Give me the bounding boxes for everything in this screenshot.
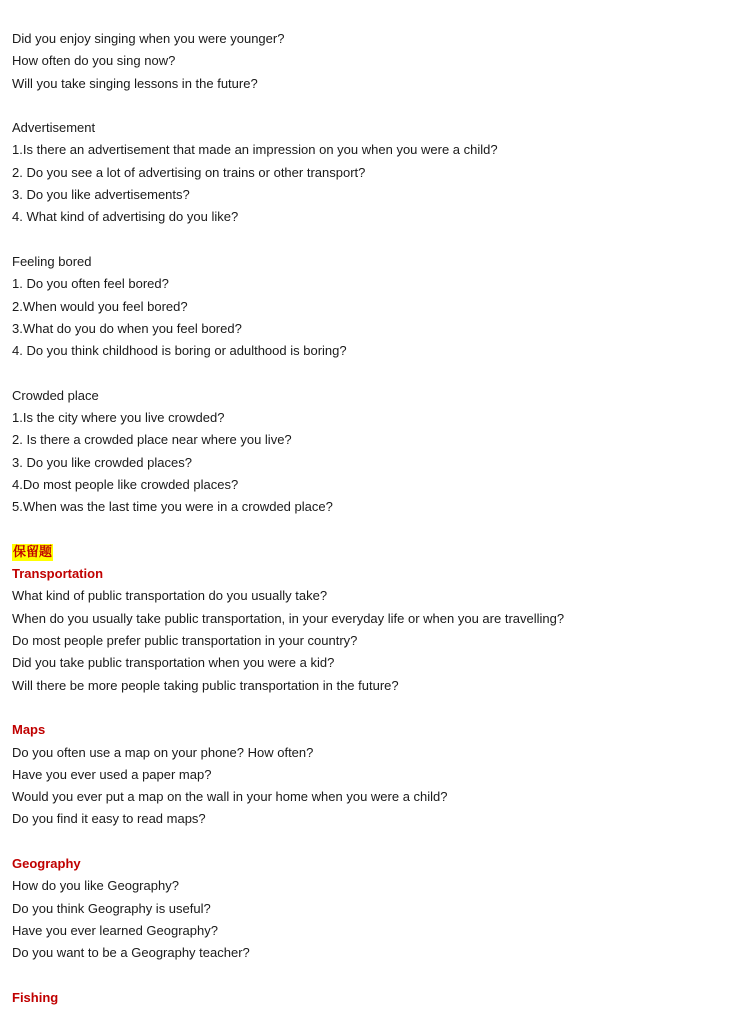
spacer [12, 362, 731, 384]
section-title-transportation: Transportation [12, 566, 104, 582]
geography-section [12, 853, 731, 964]
question-line: 3. Do you like advertisements? [12, 187, 190, 203]
question-line: Do you find it easy to read maps? [12, 811, 206, 827]
question-line: Do most people prefer public transportation in your country? [12, 633, 358, 649]
spacer [12, 831, 731, 853]
spacer [12, 964, 731, 986]
crowded-place-section [12, 385, 731, 519]
question-line: 2.When would you feel bored? [12, 298, 188, 314]
question-line: 2. Do you see a lot of advertising on trains or other transport? [12, 164, 366, 180]
question-line: Do you often use a map on your phone? How often? [12, 744, 314, 760]
question-line: Will you take singing lessons in the future? [12, 75, 258, 91]
question-line: 4. Do you think childhood is boring or adulthood is boring? [12, 343, 347, 359]
question-line: 3. Do you like crowded places? [12, 454, 192, 470]
question-line: 1. Do you often feel bored? [12, 276, 169, 292]
question-line: Have you ever learned Geography? [12, 922, 218, 938]
question-line: How often do you sing now? [12, 53, 176, 69]
spacer [12, 519, 731, 541]
maps-section [12, 719, 731, 830]
section-title-advertisement: Advertisement [12, 120, 96, 136]
question-line: Did you enjoy singing when you were younger? [12, 31, 285, 46]
question-line: How do you like Geography? [12, 878, 179, 894]
question-line: Do you think Geography is useful? [12, 900, 211, 916]
spacer [12, 95, 731, 117]
question-line: 1.Is the city where you live crowded? [12, 410, 225, 426]
reserved-tag: 保留题 [13, 544, 53, 560]
spacer [12, 697, 731, 719]
question-line: 5.When was the last time you were in a crowded place? [12, 499, 333, 515]
question-line: 2. Is there a crowded place near where you live? [12, 432, 292, 448]
question-line: Did you take public transportation when you were a kid? [12, 655, 335, 671]
section-title-crowded-place: Crowded place [12, 387, 99, 403]
question-line: Do you want to be a Geography teacher? [12, 945, 250, 961]
section-title-fishing: Fishing [12, 989, 59, 1005]
question-line: 4. What kind of advertising do you like? [12, 209, 239, 225]
question-line: 4.Do most people like crowded places? [12, 476, 239, 492]
reserved-tag-row [12, 541, 731, 563]
question-line: Have you ever used a paper map? [12, 766, 212, 782]
question-line: 1.Is there an advertisement that made an impression on you when you were a child? [12, 142, 498, 158]
question-line: Will there be more people taking public transportation in the future? [12, 677, 399, 693]
advertisement-section [12, 117, 731, 228]
singing-section [12, 28, 731, 95]
question-line: What kind of public transportation do you usually take? [12, 588, 328, 604]
feeling-bored-section [12, 251, 731, 362]
question-line: Would you ever put a map on the wall in your home when you were a child? [12, 789, 448, 805]
question-line: 3.What do you do when you feel bored? [12, 320, 242, 336]
spacer [12, 229, 731, 251]
section-title-feeling-bored: Feeling bored [12, 253, 92, 269]
transportation-section [12, 563, 731, 697]
fishing-section [12, 987, 731, 1009]
section-title-maps: Maps [12, 722, 46, 738]
section-title-geography: Geography [12, 855, 81, 871]
question-line: When do you usually take public transportation, in your everyday life or when you are travelling? [12, 610, 565, 626]
